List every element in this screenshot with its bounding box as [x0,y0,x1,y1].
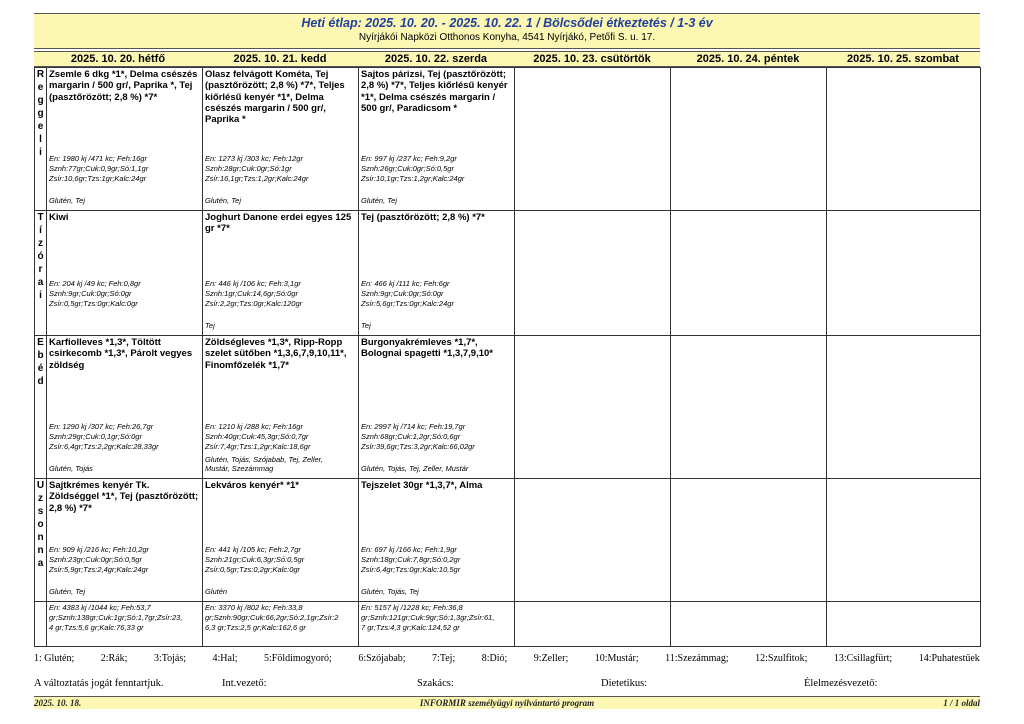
allergen-legend-item: 12:Szulfitok; [755,653,808,664]
allergen-legend-item: 10:Mustár; [594,653,639,664]
nutrition-line: Sznh:9gr;Cuk:0gr;Só:0gr [49,289,132,298]
nutrition-line: Sznh:29gr;Cuk:0,1gr;Só:0gr [49,432,142,441]
daily-total-cell [671,602,827,647]
nutrition-info [205,154,356,184]
menu-cell-content [515,479,670,601]
meal-label-letter: a [37,277,44,288]
nutrition-line: En: 441 kj /105 kc; Feh:2,7gr [205,545,301,554]
nutrition-line: En: 466 kj /111 kc; Feh:6gr [361,279,450,288]
nutrition-line: Zsír:39,6gr;Tzs:3,2gr;Kalc:66,02gr [361,442,475,451]
allergen-info [205,321,356,331]
allergen-legend-item: 1: Glutén; [34,653,75,664]
nutrition-line: Zsír:0,5gr;Tzs:0gr;Kalc:0gr [49,299,138,308]
meal-label-letter: z [38,238,43,249]
day-header: 2025. 10. 25. szombat [847,53,959,65]
nutrition-info [205,545,356,575]
allergen-legend-item: 14:Puhatestűek [918,653,980,664]
dish-name: Karfiolleves *1,3*, Töltött csirkecomb *1,3*, Párolt vegyes zöldség [49,337,193,371]
menu-cell-content [203,336,358,478]
page-footer [34,696,980,709]
nutrition-info [49,422,200,452]
daily-total-cell [359,602,515,647]
menu-cell-content [47,211,202,335]
nutrition-line: Zsír:5,9gr;Tzs:2,4gr;Kalc:24gr [49,565,149,574]
allergen-info [205,196,356,206]
meal-label-letter: b [37,350,44,361]
menu-cell [359,211,515,336]
day-header: 2025. 10. 23. csütörtök [533,53,651,65]
day-header: 2025. 10. 20. hétfő [70,53,166,65]
meal-label-letter: d [37,376,44,387]
nutrition-line: Zsír:2,2gr;Tzs:0gr;Kalc:120gr [205,299,303,308]
meal-label-letter: e [37,121,44,132]
allergen-legend-item: 5:Földimogyoró; [264,653,332,664]
menu-cell [827,68,981,211]
dish-name: Tej (pasztőrözött; 2,8 %) *7* [361,212,485,223]
daily-total-line: gr;Sznh:138gr;Cuk:1gr;Só:1,7gr;Zsír:23, [49,613,183,622]
meal-label-letter: e [37,82,44,93]
meal-label-letter: n [37,532,44,543]
szakacs-label: Szakács: [417,678,454,689]
dish-name: Lekváros kenyér* *1* [205,480,300,491]
meal-label-letter: U [36,480,45,491]
daily-total-line: gr;Sznh:121gr;Cuk:9gr;Só:1,3gr;Zsír:61, [361,613,495,622]
menu-cell-content [827,211,980,335]
allergen-info [361,196,512,206]
allergen-line: Glutén, Tej [49,196,85,205]
menu-cell [515,336,671,479]
menu-cell [827,479,981,602]
meal-label-letter: ó [37,251,44,262]
nutrition-line: En: 204 kj /49 kc; Feh:0,8gr [49,279,141,288]
allergen-legend-item: 3:Tojás; [153,653,187,664]
menu-header [34,13,980,49]
menu-cell [47,68,203,211]
allergen-info [49,196,200,206]
meal-label-letter: s [37,506,44,517]
meal-label [35,479,47,602]
menu-cell [203,479,359,602]
nutrition-line: En: 697 kj /166 kc; Feh:1,9gr [361,545,457,554]
program-name: INFORMIR személyügyi nyilvántartó program [419,698,595,708]
nutrition-line: Sznh:21gr;Cuk:6,3gr;Só:0,5gr [205,555,305,564]
menu-cell [47,479,203,602]
dietetikus-label: Dietetikus: [601,678,648,689]
nutrition-line: Zsír:0,5gr;Tzs:0,2gr;Kalc:0gr [205,565,301,574]
allergen-legend-item: 2:Rák; [100,653,128,664]
nutrition-line: Sznh:18gr;Cuk:7,8gr;Só:0,2gr [361,555,461,564]
daily-total-line: 7 gr;Tzs:4,3 gr;Kalc:124,52 gr [361,623,460,632]
menu-cell-content [827,479,980,601]
dish-name: Kiwi [49,212,69,223]
menu-cell-content [47,68,202,210]
nutrition-line: Sznh:28gr;Cuk:0gr;Só:1gr [205,164,292,173]
daily-total-line: En: 5157 kj /1228 kc; Feh:36,8 [361,603,463,612]
meal-label-letter: z [38,493,43,504]
menu-cell-content [827,336,980,478]
totals-label [35,602,47,647]
daily-total-line: 4 gr;Tzs:5,6 gr;Kalc:76,33 gr [49,623,144,632]
allergen-info [49,587,200,597]
allergen-legend-item: 8:Dió; [481,653,508,664]
menu-cell-content [671,479,826,601]
menu-cell [203,68,359,211]
menu-cell [47,336,203,479]
nutrition-line: En: 909 kj /216 kc; Feh:10,2gr [49,545,150,554]
meal-label-letter: g [37,95,44,106]
allergen-legend-item: 7:Tej; [432,653,456,664]
nutrition-line: En: 2997 kj /714 kc; Feh:19,7gr [361,422,466,431]
allergen-legend-item: 6:Szójabab; [358,653,406,664]
meal-label-letter: i [39,147,42,158]
menu-cell-content [203,211,358,335]
meal-row [35,211,981,336]
nutrition-line: Sznh:26gr;Cuk:0gr;Só:0,5gr [361,164,454,173]
allergen-info [361,464,512,474]
menu-cell [671,336,827,479]
dish-name: Sajtkrémes kenyér Tk. Zöldséggel *1*, Tej (pasztőrözött; 2,8 %) *7* [49,480,199,514]
menu-cell [359,479,515,602]
daily-total-line: 6,3 gr;Tzs:2,5 gr;Kalc:162,6 gr [205,623,306,632]
menu-cell [827,336,981,479]
meal-label-letter: g [37,108,44,119]
menu-cell [203,336,359,479]
meal-label-letter: r [38,264,43,275]
meal-label-letter: n [37,545,44,556]
menu-cell-content [515,68,670,210]
allergen-info [205,587,356,597]
daily-total-line: gr;Sznh:90gr;Cuk:66,2gr;Só:2,1gr;Zsír:2 [205,613,339,622]
menu-cell-content [359,211,514,335]
menu-cell [359,68,515,211]
daily-total-cell [827,602,981,647]
menu-cell [515,68,671,211]
daily-total-cell [515,602,671,647]
daily-total-line: En: 4383 kj /1044 kc; Feh:53,7 [49,603,151,612]
allergen-line: Glutén, Tojás, Tej [361,587,419,596]
meal-label-letter: R [36,69,45,80]
nutrition-line: Zsír:16,1gr;Tzs:1,2gr;Kalc:24gr [205,174,309,183]
dish-name: Tejszelet 30gr *1,3,7*, Alma [361,480,483,491]
nutrition-info [205,279,356,309]
allergen-line: Glutén, Tej [49,587,85,596]
dish-name: Olasz felvágott Kométa, Tej (pasztőrözött; 2,8 %) *7*, Teljes kiőrlésű kenyér *1*, Delma csészés margarin / 500 gr/, Paprika * [205,69,345,126]
meal-label-letter: é [37,363,44,374]
menu-cell-content [671,336,826,478]
nutrition-line: En: 1980 kj /471 kc; Feh:16gr [49,154,147,163]
menu-title: Heti étlap: 2025. 10. 20. - 2025. 10. 22. 1 / Bölcsődei étkeztetés / 1-3 év [301,16,713,30]
menu-cell [515,211,671,336]
nutrition-line: Sznh:23gr;Cuk:0gr;Só:0,5gr [49,555,142,564]
daily-total [203,602,358,634]
meal-label-letter: l [39,134,42,145]
day-header: 2025. 10. 21. kedd [233,53,327,65]
meal-row [35,68,981,211]
allergen-legend-item: 11:Szezámmag; [665,653,729,664]
menu-grid [34,67,981,647]
print-date: 2025. 10. 18. [34,698,82,708]
meal-label-letter: E [37,337,44,348]
menu-cell [827,211,981,336]
meal-label-letter: o [37,519,44,530]
menu-cell-content [47,479,202,601]
nutrition-info [361,154,512,184]
nutrition-line: Sznh:40gr;Cuk:45,3gr;Só:0,7gr [205,432,309,441]
allergen-line: Glutén [205,587,228,596]
nutrition-info [361,279,512,309]
nutrition-line: Zsír:10,1gr;Tzs:1,2gr;Kalc:24gr [361,174,465,183]
day-header-row [34,51,980,67]
nutrition-line: En: 997 kj /237 kc; Feh:9,2gr [361,154,457,163]
meal-label [35,336,47,479]
daily-total-cell [203,602,359,647]
daily-total [359,602,514,634]
day-header: 2025. 10. 24. péntek [696,53,800,65]
meal-label [35,211,47,336]
meal-row [35,479,981,602]
dish-name: Zsemle 6 dkg *1*, Delma csészés margarin / 500 gr/, Paprika *, Tej (pasztőrözött; 2,8 %) *7* [49,69,198,103]
menu-cell-content [671,68,826,210]
allergen-line: Glutén, Tojás, Tej, Zeller, Mustár [361,464,469,473]
nutrition-line: Sznh:68gr;Cuk:1,2gr;Só:0,6gr [361,432,461,441]
menu-cell-content [359,336,514,478]
menu-cell [515,479,671,602]
dish-name: Burgonyakrémleves *1,7*, Bolognai spagetti *1,3,7,9,10* [361,337,493,360]
menu-cell-content [359,479,514,601]
menu-cell [671,68,827,211]
allergen-line: Glutén, Tej [361,196,397,205]
nutrition-line: Zsír:6,4gr;Tzs:0gr;Kalc:10,5gr [361,565,461,574]
dish-name: Sajtos párizsi, Tej (pasztőrözött; 2,8 %) *7*, Teljes kiőrlésű kenyér *1*, Delma csészés margarin / 500 gr/, Paradicsom * [361,69,508,114]
day-header: 2025. 10. 22. szerda [384,53,488,65]
nutrition-line: Sznh:77gr;Cuk:0,9gr;Só:1,1gr [49,164,149,173]
nutrition-line: En: 1290 kj /307 kc; Feh:26,7gr [49,422,154,431]
menu-cell-content [515,336,670,478]
nutrition-info [205,422,356,452]
allergen-info [49,464,200,474]
nutrition-line: En: 1273 kj /303 kc; Feh:12gr [205,154,303,163]
menu-cell-content [203,479,358,601]
allergen-legend-item: 4:Hal; [212,653,238,664]
nutrition-info [49,545,200,575]
meal-label-letter: i [39,290,42,301]
allergen-legend-item: 9:Zeller; [533,653,569,664]
nutrition-info [361,545,512,575]
nutrition-info [361,422,512,452]
allergen-info [361,587,512,597]
menu-cell [671,479,827,602]
daily-total-cell [47,602,203,647]
allergen-legend [34,653,980,664]
allergen-line: Glutén, Tojás [49,464,93,473]
totals-row [35,602,981,647]
menu-cell [203,211,359,336]
allergen-info [361,321,512,331]
nutrition-line: Sznh:1gr;Cuk:14,6gr;Só:0gr [205,289,298,298]
menu-cell-content [203,68,358,210]
nutrition-line: Zsír:10,6gr;Tzs:1gr;Kalc:24gr [49,174,147,183]
allergen-line: Tej [361,321,371,330]
meal-label-letter: a [37,558,44,569]
dish-name: Zöldségleves *1,3*, Ripp-Ropp szelet sütőben *1,3,6,7,9,10,11*, Finomfőzelék *1,7* [205,337,347,371]
allergen-info [205,455,356,474]
allergen-legend-item: 13:Csillagfürt; [833,653,893,664]
menu-cell-content [47,336,202,478]
nutrition-info [49,279,200,309]
menu-cell-content [359,68,514,210]
daily-total-line: En: 3370 kj /802 kc; Feh:33,8 [205,603,303,612]
dish-name: Joghurt Danone erdei egyes 125 gr *7* [205,212,352,235]
menu-cell [671,211,827,336]
rights-note: A változtatás jogát fenntartjuk. [34,678,164,689]
elelmezesvezeto-label: Élelmezésvezető: [804,678,878,689]
nutrition-line: En: 446 kj /106 kc; Feh:3,1gr [205,279,301,288]
allergen-line: Tej [205,321,215,330]
menu-cell [359,336,515,479]
menu-cell-content [827,68,980,210]
page-number: 1 / 1 oldal [943,698,980,708]
nutrition-line: En: 1210 kj /288 kc; Feh:16gr [205,422,303,431]
nutrition-line: Sznh:9gr;Cuk:0gr;Só:0gr [361,289,444,298]
meal-label-letter: í [39,225,42,236]
nutrition-line: Zsír:7,4gr;Tzs:1,2gr;Kalc:18,6gr [205,442,311,451]
daily-total [47,602,202,634]
allergen-line: Glutén, Tej [205,196,241,205]
meal-row [35,336,981,479]
meal-label-letter: T [37,212,44,223]
int-vezeto-label: Int.vezető: [222,678,267,689]
meal-label [35,68,47,211]
menu-cell-content [671,211,826,335]
menu-cell-content [515,211,670,335]
nutrition-info [49,154,200,184]
allergen-line: Mustár, Szezámmag [205,464,274,473]
allergen-line: Glutén, Tojás, Szójabab, Tej, Zeller, [205,454,323,464]
kitchen-address: Nyírjákói Napközi Otthonos Konyha, 4541 Nyírjákó, Petőfi S. u. 17. [358,32,656,43]
menu-cell [47,211,203,336]
nutrition-line: Zsír:6,4gr;Tzs:2,2gr;Kalc:28,33gr [49,442,159,451]
nutrition-line: Zsír:5,6gr;Tzs:0gr;Kalc:24gr [361,299,454,308]
